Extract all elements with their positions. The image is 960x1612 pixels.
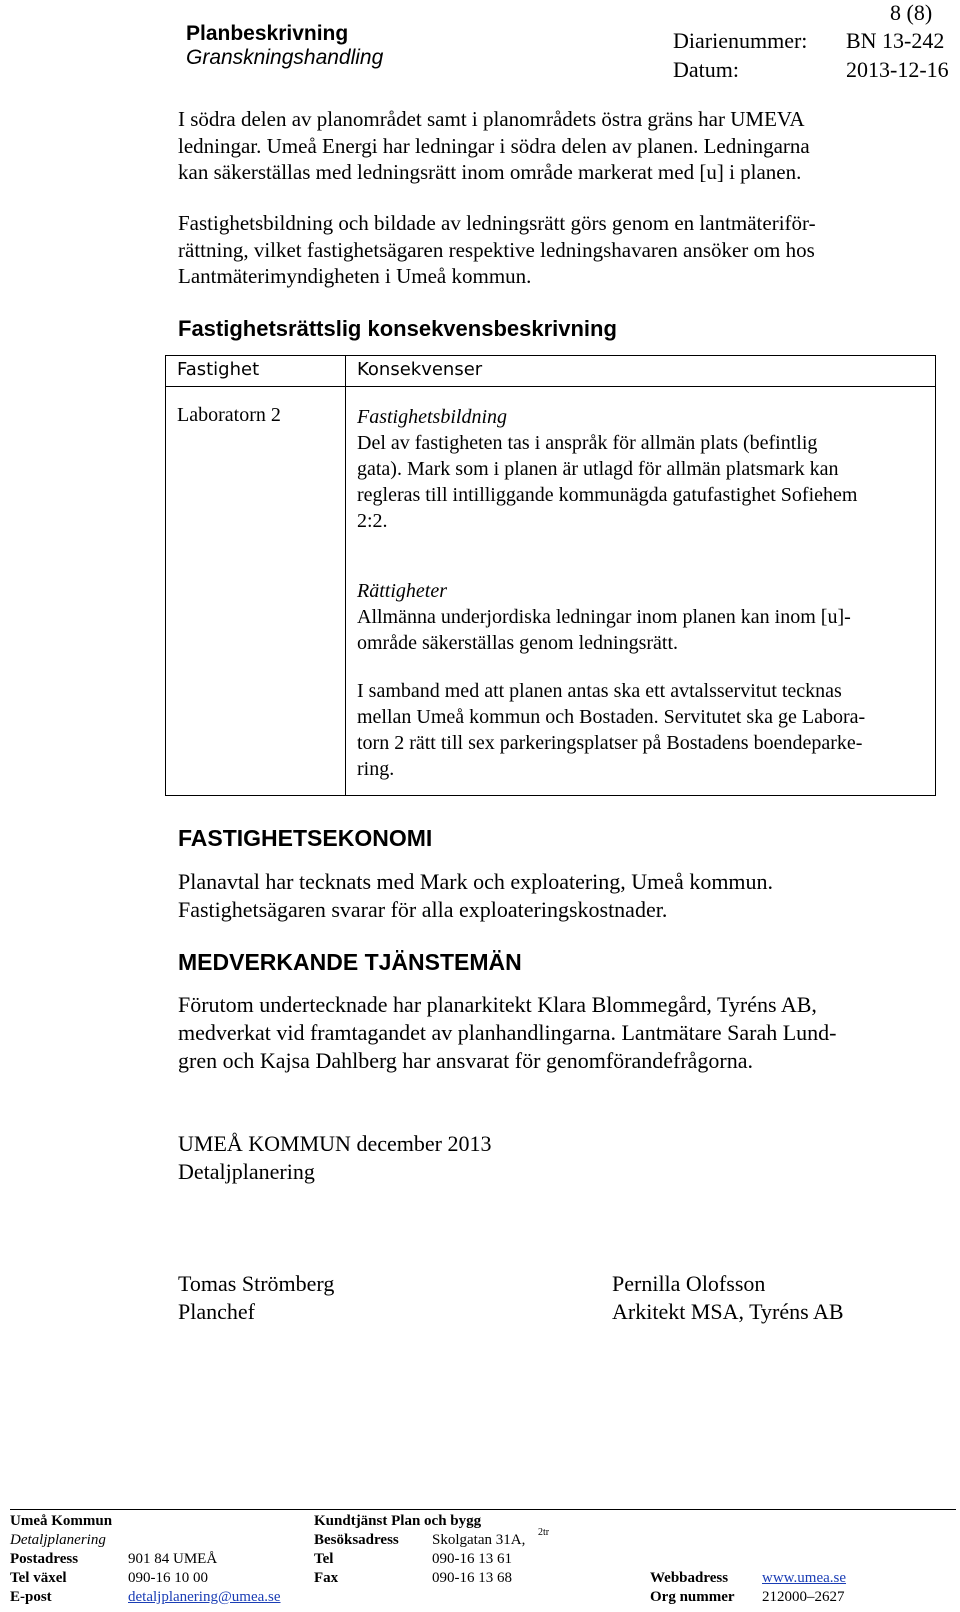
footer-rule <box>10 1509 956 1510</box>
medverkande-paragraph <box>178 991 938 1075</box>
footer-telvaxel-value: 090-16 10 00 <box>128 1570 208 1586</box>
footer-web-link[interactable]: www.umea.se <box>762 1570 847 1586</box>
ekonomi-paragraph <box>178 868 918 924</box>
footer-web-label: Webbadress <box>650 1570 729 1586</box>
block-title: Fastighetsbildning <box>357 406 507 428</box>
footer-tel-value: 090-16 13 61 <box>432 1551 512 1567</box>
text-line: Allmänna underjordiska ledningar inom planen kan inom [u]- <box>357 606 851 628</box>
text-line: I samband med att planen antas ska ett avtalsservitut tecknas <box>357 680 842 702</box>
footer-besok-label: Besöksadress <box>314 1532 399 1548</box>
footer-org: Umeå Kommun <box>10 1513 113 1529</box>
konsekvens-table <box>165 355 936 796</box>
table-header-divider <box>166 386 935 387</box>
table-block-servitut <box>357 678 922 782</box>
text-line: ledningar. Umeå Energi har ledningar i södra delen av planen. Ledningarna <box>178 133 810 158</box>
diarienummer-value: BN 13-242 <box>846 28 945 53</box>
table-header-konsekvenser: Konsekvenser <box>357 359 483 380</box>
text-line: mellan Umeå kommun och Bostaden. Servitutet ska ge Labora- <box>357 706 866 728</box>
closing-line: Detaljplanering <box>178 1159 315 1184</box>
block-title: Rättigheter <box>357 580 447 602</box>
footer-fax-label: Fax <box>314 1570 339 1586</box>
table-column-divider <box>345 356 346 795</box>
text-line: Lantmäterimyndigheten i Umeå kommun. <box>178 264 532 288</box>
intro-paragraph-2 <box>178 210 918 290</box>
footer-fax-value: 090-16 13 68 <box>432 1570 512 1586</box>
table-header-fastighet: Fastighet <box>177 359 260 380</box>
table-cell-property: Laboratorn 2 <box>177 404 281 426</box>
signature-role: Arkitekt MSA, Tyréns AB <box>612 1299 844 1324</box>
intro-paragraph-1 <box>178 106 918 186</box>
doc-subtitle: Granskningshandling <box>186 46 384 69</box>
text-line: I södra delen av planområdet samt i planområdets östra gräns har UMEVA <box>178 107 805 131</box>
text-line: rättning, vilket fastighetsägaren respektive ledningshavaren ansöker om hos <box>178 237 815 262</box>
signature-name: Tomas Strömberg <box>178 1271 335 1296</box>
signature-role: Planchef <box>178 1299 255 1324</box>
text-line: kan säkerställas med ledningsrätt inom område markerat med [u] i planen. <box>178 160 802 184</box>
text-line: torn 2 rätt till sex parkeringsplatser på Bostadens boendeparke- <box>357 732 863 754</box>
medverkande-heading: MEDVERKANDE TJÄNSTEMÄN <box>178 949 522 975</box>
footer-besok-sup: 2tr <box>538 1527 550 1538</box>
text-line: medverkat vid framtagandet av planhandlingarna. Lantmätare Sarah Lund- <box>178 1020 837 1045</box>
text-line: gata). Mark som i planen är utlagd för allmän platsmark kan <box>357 458 839 480</box>
footer-tel-label: Tel <box>314 1551 334 1567</box>
footer-orgnr-value: 212000–2627 <box>762 1589 845 1605</box>
footer-dept: Detaljplanering <box>10 1532 106 1548</box>
doc-title: Planbeskrivning <box>186 22 349 45</box>
text-line: ring. <box>357 758 395 780</box>
ekonomi-heading: FASTIGHETSEKONOMI <box>178 825 433 851</box>
konsekvens-heading: Fastighetsrättslig konsekvensbeskrivning <box>178 316 617 341</box>
text-line: Del av fastigheten tas i anspråk för allmän plats (befintlig <box>357 432 818 454</box>
footer-epost-label: E-post <box>10 1589 52 1605</box>
footer-orgnr-label: Org nummer <box>650 1589 735 1605</box>
table-block-rattigheter <box>357 578 922 656</box>
closing-line: UMEÅ KOMMUN december 2013 <box>178 1131 492 1156</box>
datum-value: 2013-12-16 <box>846 57 949 82</box>
signature-right <box>612 1270 844 1326</box>
table-block-fastighetsbildning <box>357 404 922 534</box>
footer-service-title: Kundtjänst Plan och bygg <box>314 1513 482 1529</box>
text-line: 2:2. <box>357 510 388 532</box>
closing-block <box>178 1130 491 1186</box>
text-line: Fastighetsägaren svarar för alla exploateringskostnader. <box>178 897 668 922</box>
text-line: Fastighetsbildning och bildade av ledningsrätt görs genom en lantmäteriför- <box>178 211 816 235</box>
footer-postadress-value: 901 84 UMEÅ <box>128 1551 218 1567</box>
diarienummer-label: Diarienummer: <box>673 28 808 53</box>
text-line: Förutom undertecknade har planarkitekt Klara Blommegård, Tyréns AB, <box>178 992 817 1017</box>
page-number: 8 (8) <box>890 0 933 25</box>
footer-epost-link[interactable]: detaljplanering@umea.se <box>128 1589 281 1605</box>
footer-telvaxel-label: Tel växel <box>10 1570 67 1586</box>
footer-besok-value: Skolgatan 31A, <box>432 1532 526 1548</box>
datum-label: Datum: <box>673 57 739 82</box>
text-line: Planavtal har tecknats med Mark och exploatering, Umeå kommun. <box>178 869 774 894</box>
footer-postadress-label: Postadress <box>10 1551 79 1567</box>
text-line: regleras till intilliggande kommunägda gatufastighet Sofiehem <box>357 484 858 506</box>
text-line: område säkerställas genom ledningsrätt. <box>357 632 679 654</box>
text-line: gren och Kajsa Dahlberg har ansvarat för genomförandefrågorna. <box>178 1048 754 1073</box>
signature-left <box>178 1270 334 1326</box>
signature-name: Pernilla Olofsson <box>612 1271 766 1296</box>
